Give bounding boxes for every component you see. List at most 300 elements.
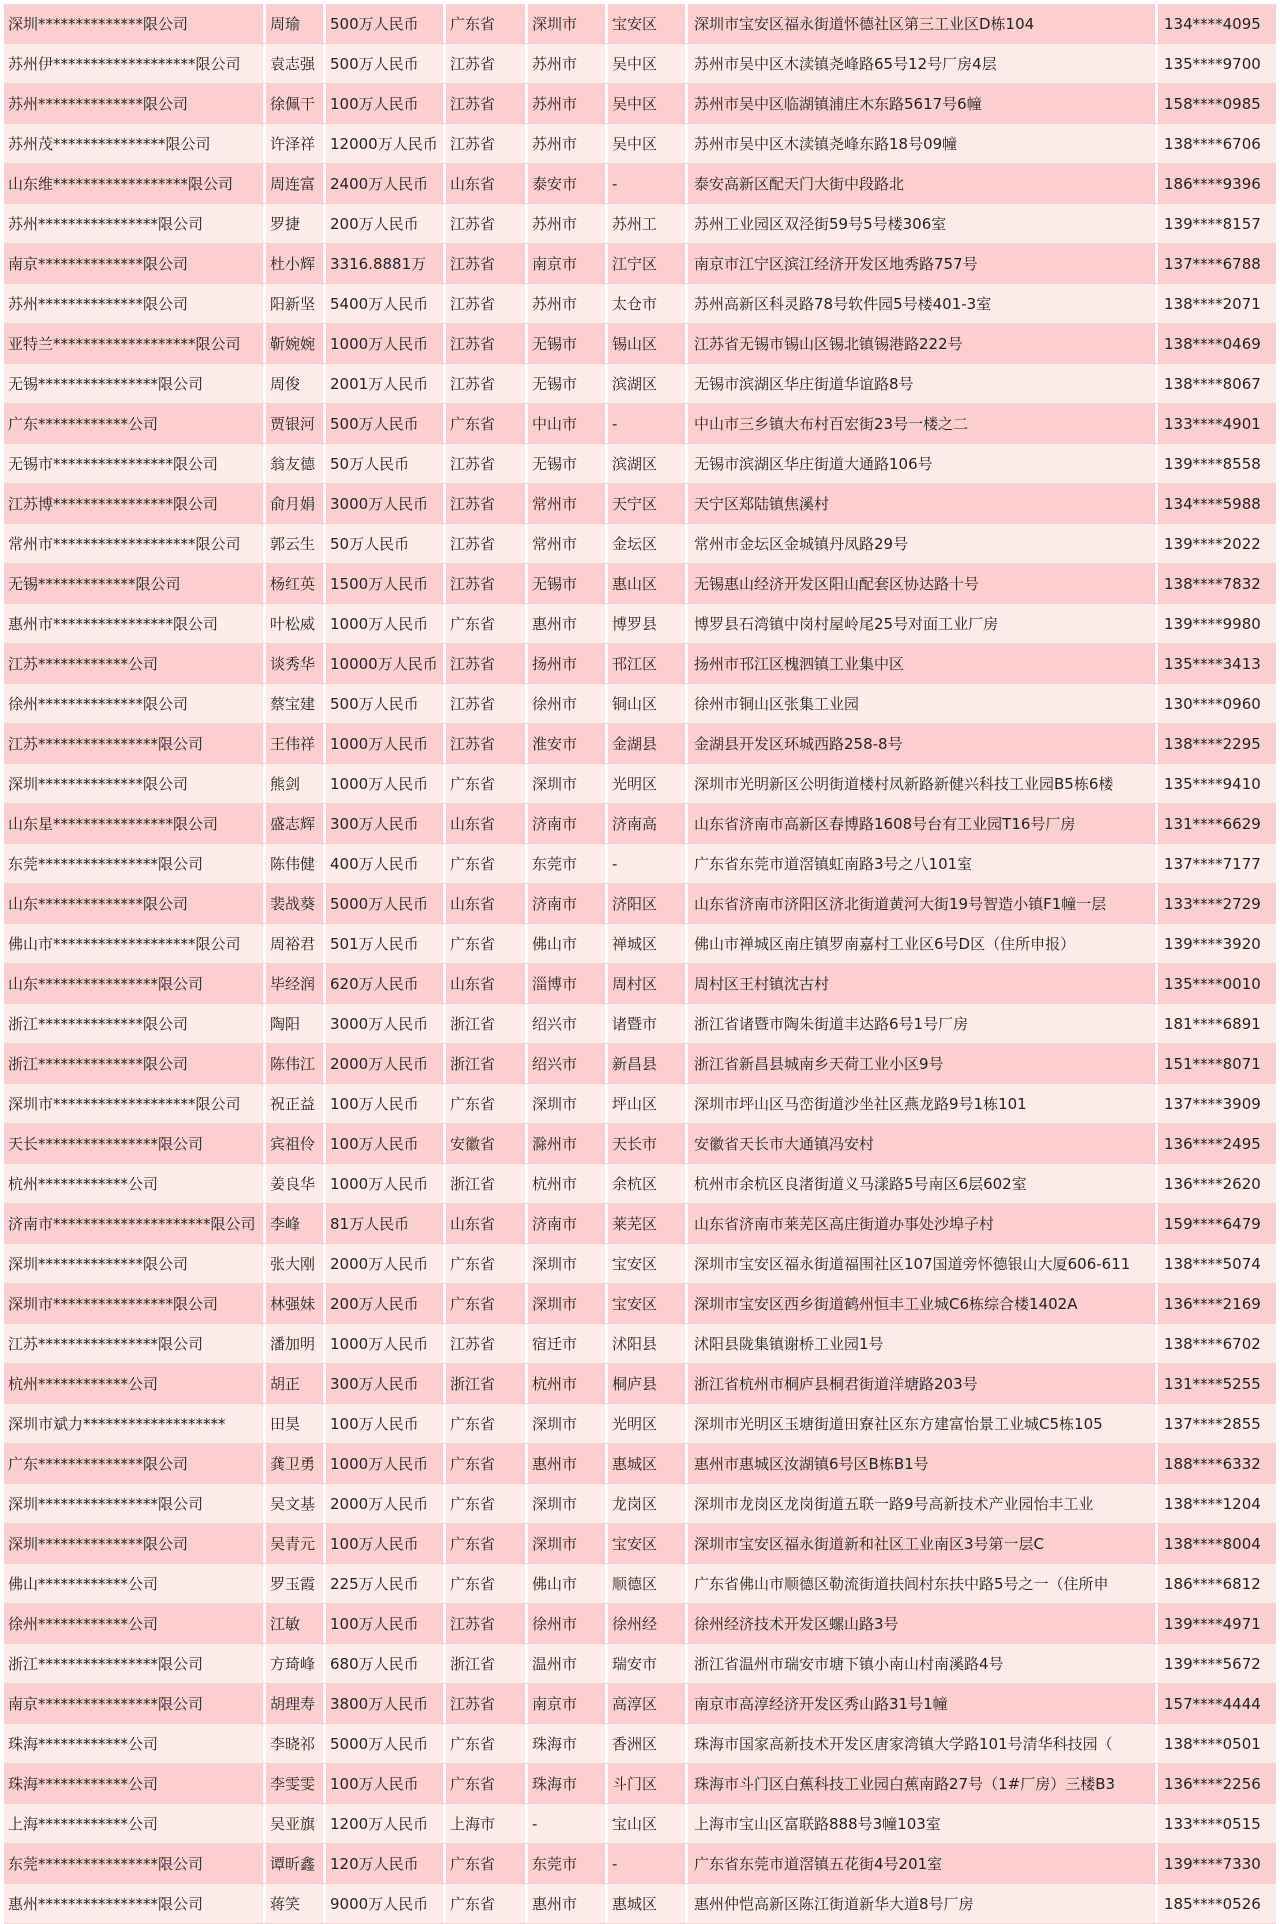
district-cell: 新昌县	[608, 1044, 688, 1083]
company-name-cell: 珠海************公司	[4, 1724, 266, 1763]
table-row	[4, 1804, 1276, 1844]
city-cell: 中山市	[528, 404, 608, 443]
legal-person-cell: 罗捷	[266, 204, 326, 243]
registered-capital-cell: 12000万人民币	[326, 124, 446, 163]
company-name-cell: 苏州**************限公司	[4, 84, 266, 123]
province-cell: 江苏省	[446, 484, 528, 523]
table-row	[4, 764, 1276, 804]
table-row	[4, 284, 1276, 324]
city-cell: 杭州市	[528, 1364, 608, 1403]
company-name-cell: 深圳**************限公司	[4, 4, 266, 43]
city-cell: 苏州市	[528, 44, 608, 83]
phone-cell: 186****6812	[1164, 1574, 1261, 1593]
table-row	[4, 444, 1276, 484]
registered-capital-cell: 3000万人民币	[326, 484, 446, 523]
company-name-cell: 江苏************公司	[4, 644, 266, 683]
phone-cell: 159****6479	[1164, 1214, 1261, 1233]
address-cell: 珠海市国家高新技术开发区唐家湾镇大学路101号清华科技园（	[688, 1724, 1158, 1763]
address-cell: 浙江省温州市瑞安市塘下镇小南山村南溪路4号	[688, 1644, 1158, 1683]
legal-person-cell: 田昊	[266, 1404, 326, 1443]
address-cell: 常州市金坛区金城镇丹凤路29号	[688, 524, 1158, 563]
district-cell: 宝安区	[608, 1524, 688, 1563]
legal-person-cell: 罗玉霞	[266, 1564, 326, 1603]
company-name-cell: 惠州****************限公司	[4, 1884, 266, 1923]
district-cell: 惠城区	[608, 1444, 688, 1483]
city-cell: 深圳市	[528, 4, 608, 43]
company-name-cell: 山东****************限公司	[4, 964, 266, 1003]
city-cell: 惠州市	[528, 1444, 608, 1483]
address-cell: 沭阳县陇集镇谢桥工业园1号	[688, 1324, 1158, 1363]
address-cell: 苏州市吴中区木渎镇尧峰东路18号09幢	[688, 124, 1158, 163]
legal-person-cell: 周连富	[266, 164, 326, 203]
city-cell: 东莞市	[528, 844, 608, 883]
district-cell: 宝安区	[608, 1284, 688, 1323]
company-name-cell: 山东**************限公司	[4, 884, 266, 923]
province-cell: 广东省	[446, 1244, 528, 1283]
phone-cell: 135****3413	[1164, 654, 1261, 673]
table-row	[4, 204, 1276, 244]
phone-cell: 139****4971	[1164, 1614, 1261, 1633]
legal-person-cell: 胡正	[266, 1364, 326, 1403]
table-row	[4, 1244, 1276, 1284]
city-cell: 无锡市	[528, 444, 608, 483]
province-cell: 江苏省	[446, 1604, 528, 1643]
legal-person-cell: 徐佩干	[266, 84, 326, 123]
legal-person-cell: 许泽祥	[266, 124, 326, 163]
district-cell: 博罗县	[608, 604, 688, 643]
city-cell: 珠海市	[528, 1724, 608, 1763]
registered-capital-cell: 1000万人民币	[326, 764, 446, 803]
address-cell: 深圳市龙岗区龙岗街道五联一路9号高新技术产业园怡丰工业	[688, 1484, 1158, 1523]
company-name-cell: 东莞****************限公司	[4, 1844, 266, 1883]
city-cell: 滁州市	[528, 1124, 608, 1163]
province-cell: 江苏省	[446, 724, 528, 763]
province-cell: 广东省	[446, 924, 528, 963]
table-row	[4, 1884, 1276, 1924]
table-row	[4, 1284, 1276, 1324]
phone-cell: 185****0526	[1164, 1894, 1261, 1913]
phone-cell: 138****2295	[1164, 734, 1261, 753]
province-cell: 浙江省	[446, 1004, 528, 1043]
address-cell: 徐州经济技术开发区螺山路3号	[688, 1604, 1158, 1643]
district-cell: 莱芜区	[608, 1204, 688, 1243]
table-row	[4, 1084, 1276, 1124]
province-cell: 广东省	[446, 844, 528, 883]
registered-capital-cell: 1000万人民币	[326, 604, 446, 643]
legal-person-cell: 李雯雯	[266, 1764, 326, 1803]
address-cell: 苏州市吴中区木渎镇尧峰路65号12号厂房4层	[688, 44, 1158, 83]
district-cell: 宝山区	[608, 1804, 688, 1843]
table-row	[4, 1684, 1276, 1724]
table-row	[4, 684, 1276, 724]
company-name-cell: 杭州************公司	[4, 1364, 266, 1403]
registered-capital-cell: 2400万人民币	[326, 164, 446, 203]
registered-capital-cell: 81万人民币	[326, 1204, 446, 1243]
city-cell: 扬州市	[528, 644, 608, 683]
phone-cell: 131****6629	[1164, 814, 1261, 833]
address-cell: 山东省济南市济阳区济北街道黄河大街19号智造小镇F1幢一层	[688, 884, 1158, 923]
legal-person-cell: 姜良华	[266, 1164, 326, 1203]
district-cell: 光明区	[608, 764, 688, 803]
district-cell: 铜山区	[608, 684, 688, 723]
city-cell: 宿迁市	[528, 1324, 608, 1363]
registered-capital-cell: 1000万人民币	[326, 724, 446, 763]
address-cell: 金湖县开发区环城西路258-8号	[688, 724, 1158, 763]
address-cell: 山东省济南市高新区春博路1608号台有工业园T16号厂房	[688, 804, 1158, 843]
province-cell: 广东省	[446, 1724, 528, 1763]
company-name-cell: 深圳****************限公司	[4, 1484, 266, 1523]
legal-person-cell: 李晓祁	[266, 1724, 326, 1763]
city-cell: 常州市	[528, 524, 608, 563]
table-row	[4, 1364, 1276, 1404]
city-cell: 佛山市	[528, 1564, 608, 1603]
city-cell: 淄博市	[528, 964, 608, 1003]
province-cell: 山东省	[446, 884, 528, 923]
city-cell: 苏州市	[528, 204, 608, 243]
district-cell: 余杭区	[608, 1164, 688, 1203]
legal-person-cell: 熊剑	[266, 764, 326, 803]
district-cell: 诸暨市	[608, 1004, 688, 1043]
table-row	[4, 804, 1276, 844]
registered-capital-cell: 5000万人民币	[326, 1724, 446, 1763]
address-cell: 深圳市宝安区福永街道新和社区工业南区3号第一层C	[688, 1524, 1158, 1563]
province-cell: 江苏省	[446, 1324, 528, 1363]
legal-person-cell: 龚卫勇	[266, 1444, 326, 1483]
district-cell: 江宁区	[608, 244, 688, 283]
phone-cell: 139****8157	[1164, 214, 1261, 233]
province-cell: 浙江省	[446, 1044, 528, 1083]
province-cell: 广东省	[446, 1764, 528, 1803]
phone-cell: 136****2256	[1164, 1774, 1261, 1793]
registered-capital-cell: 620万人民币	[326, 964, 446, 1003]
district-cell: 吴中区	[608, 44, 688, 83]
legal-person-cell: 吴青元	[266, 1524, 326, 1563]
table-row	[4, 1484, 1276, 1524]
city-cell: 济南市	[528, 804, 608, 843]
company-name-cell: 苏州****************限公司	[4, 204, 266, 243]
table-row	[4, 4, 1276, 44]
legal-person-cell: 阳新坚	[266, 284, 326, 323]
phone-cell: 130****0960	[1164, 694, 1261, 713]
registered-capital-cell: 500万人民币	[326, 684, 446, 723]
phone-cell: 139****7330	[1164, 1854, 1261, 1873]
district-cell: 龙岗区	[608, 1484, 688, 1523]
company-name-cell: 江苏****************限公司	[4, 1324, 266, 1363]
legal-person-cell: 宾祖伶	[266, 1124, 326, 1163]
address-cell: 南京市江宁区滨江经济开发区地秀路757号	[688, 244, 1158, 283]
province-cell: 江苏省	[446, 284, 528, 323]
company-name-cell: 无锡*************限公司	[4, 564, 266, 603]
city-cell: 深圳市	[528, 764, 608, 803]
registered-capital-cell: 5000万人民币	[326, 884, 446, 923]
phone-cell: 139****9980	[1164, 614, 1261, 633]
city-cell: 常州市	[528, 484, 608, 523]
registered-capital-cell: 3800万人民币	[326, 1684, 446, 1723]
district-cell: 金湖县	[608, 724, 688, 763]
phone-cell: 135****9700	[1164, 54, 1261, 73]
city-cell: 深圳市	[528, 1404, 608, 1443]
table-row	[4, 1324, 1276, 1364]
company-name-cell: 南京****************限公司	[4, 1684, 266, 1723]
district-cell: -	[608, 404, 688, 443]
address-cell: 南京市高淳经济开发区秀山路31号1幢	[688, 1684, 1158, 1723]
table-row	[4, 124, 1276, 164]
province-cell: 广东省	[446, 1884, 528, 1923]
province-cell: 广东省	[446, 604, 528, 643]
province-cell: 广东省	[446, 4, 528, 43]
registered-capital-cell: 100万人民币	[326, 84, 446, 123]
phone-cell: 137****3909	[1164, 1094, 1261, 1113]
district-cell: 光明区	[608, 1404, 688, 1443]
company-name-cell: 佛山************公司	[4, 1564, 266, 1603]
province-cell: 江苏省	[446, 644, 528, 683]
registered-capital-cell: 225万人民币	[326, 1564, 446, 1603]
district-cell: 桐庐县	[608, 1364, 688, 1403]
phone-cell: 181****6891	[1164, 1014, 1261, 1033]
district-cell: 惠山区	[608, 564, 688, 603]
company-name-cell: 济南市*********************限公司	[4, 1204, 266, 1243]
city-cell: 深圳市	[528, 1084, 608, 1123]
phone-cell: 138****0469	[1164, 334, 1261, 353]
district-cell: 顺德区	[608, 1564, 688, 1603]
company-table	[4, 4, 1276, 1924]
company-name-cell: 浙江**************限公司	[4, 1004, 266, 1043]
address-cell: 扬州市邗江区槐泗镇工业集中区	[688, 644, 1158, 683]
city-cell: 泰安市	[528, 164, 608, 203]
legal-person-cell: 张大刚	[266, 1244, 326, 1283]
registered-capital-cell: 100万人民币	[326, 1764, 446, 1803]
legal-person-cell: 胡理寿	[266, 1684, 326, 1723]
company-name-cell: 深圳**************限公司	[4, 764, 266, 803]
registered-capital-cell: 5400万人民币	[326, 284, 446, 323]
legal-person-cell: 裴战葵	[266, 884, 326, 923]
company-name-cell: 深圳**************限公司	[4, 1244, 266, 1283]
district-cell: 天长市	[608, 1124, 688, 1163]
phone-cell: 138****6702	[1164, 1334, 1261, 1353]
company-name-cell: 杭州************公司	[4, 1164, 266, 1203]
table-row	[4, 484, 1276, 524]
legal-person-cell: 杜小辉	[266, 244, 326, 283]
legal-person-cell: 叶松威	[266, 604, 326, 643]
address-cell: 博罗县石湾镇中岗村屋岭尾25号对面工业厂房	[688, 604, 1158, 643]
registered-capital-cell: 501万人民币	[326, 924, 446, 963]
company-name-cell: 浙江**************限公司	[4, 1044, 266, 1083]
city-cell: 无锡市	[528, 564, 608, 603]
district-cell: 高淳区	[608, 1684, 688, 1723]
phone-cell: 134****4095	[1164, 14, 1261, 33]
city-cell: 济南市	[528, 1204, 608, 1243]
address-cell: 无锡市滨湖区华庄街道大通路106号	[688, 444, 1158, 483]
city-cell: -	[528, 1804, 608, 1843]
city-cell: 惠州市	[528, 604, 608, 643]
district-cell: 沭阳县	[608, 1324, 688, 1363]
registered-capital-cell: 1000万人民币	[326, 324, 446, 363]
legal-person-cell: 蔡宝建	[266, 684, 326, 723]
province-cell: 江苏省	[446, 444, 528, 483]
legal-person-cell: 潘加明	[266, 1324, 326, 1363]
address-cell: 深圳市光明新区公明街道楼村凤新路新健兴科技工业园B5栋6楼	[688, 764, 1158, 803]
registered-capital-cell: 100万人民币	[326, 1524, 446, 1563]
company-name-cell: 徐州**************限公司	[4, 684, 266, 723]
company-name-cell: 苏州茂***************限公司	[4, 124, 266, 163]
company-name-cell: 徐州************公司	[4, 1604, 266, 1643]
address-cell: 苏州市吴中区临湖镇浦庄木东路5617号6幢	[688, 84, 1158, 123]
legal-person-cell: 陈伟江	[266, 1044, 326, 1083]
address-cell: 广东省东莞市道滘镇虹南路3号之八101室	[688, 844, 1158, 883]
legal-person-cell: 谭昕鑫	[266, 1844, 326, 1883]
table-row	[4, 1444, 1276, 1484]
legal-person-cell: 周裕君	[266, 924, 326, 963]
registered-capital-cell: 500万人民币	[326, 4, 446, 43]
legal-person-cell: 吴文基	[266, 1484, 326, 1523]
table-row	[4, 1164, 1276, 1204]
district-cell: -	[608, 1844, 688, 1883]
table-row	[4, 324, 1276, 364]
company-name-cell: 常州市*******************限公司	[4, 524, 266, 563]
district-cell: 吴中区	[608, 124, 688, 163]
table-row	[4, 364, 1276, 404]
table-row	[4, 1564, 1276, 1604]
company-name-cell: 苏州伊*******************限公司	[4, 44, 266, 83]
city-cell: 杭州市	[528, 1164, 608, 1203]
company-name-cell: 东莞****************限公司	[4, 844, 266, 883]
phone-cell: 137****7177	[1164, 854, 1261, 873]
phone-cell: 131****5255	[1164, 1374, 1261, 1393]
registered-capital-cell: 100万人民币	[326, 1124, 446, 1163]
legal-person-cell: 蒋笑	[266, 1884, 326, 1923]
company-name-cell: 深圳市****************限公司	[4, 1284, 266, 1323]
table-row	[4, 724, 1276, 764]
legal-person-cell: 谈秀华	[266, 644, 326, 683]
district-cell: 太仓市	[608, 284, 688, 323]
province-cell: 广东省	[446, 1524, 528, 1563]
province-cell: 广东省	[446, 1444, 528, 1483]
district-cell: 斗门区	[608, 1764, 688, 1803]
table-row	[4, 1844, 1276, 1884]
district-cell: 坪山区	[608, 1084, 688, 1123]
legal-person-cell: 王伟祥	[266, 724, 326, 763]
table-row	[4, 1404, 1276, 1444]
city-cell: 绍兴市	[528, 1044, 608, 1083]
registered-capital-cell: 1500万人民币	[326, 564, 446, 603]
address-cell: 周村区王村镇沈古村	[688, 964, 1158, 1003]
table-row	[4, 1724, 1276, 1764]
address-cell: 天宁区郑陆镇焦溪村	[688, 484, 1158, 523]
table-row	[4, 84, 1276, 124]
address-cell: 江苏省无锡市锡山区锡北镇锡港路222号	[688, 324, 1158, 363]
registered-capital-cell: 400万人民币	[326, 844, 446, 883]
address-cell: 浙江省诸暨市陶朱街道丰达路6号1号厂房	[688, 1004, 1158, 1043]
legal-person-cell: 陈伟健	[266, 844, 326, 883]
registered-capital-cell: 100万人民币	[326, 1604, 446, 1643]
table-row	[4, 164, 1276, 204]
phone-cell: 139****2022	[1164, 534, 1261, 553]
phone-cell: 157****4444	[1164, 1694, 1261, 1713]
province-cell: 浙江省	[446, 1364, 528, 1403]
address-cell: 苏州工业园区双泾街59号5号楼306室	[688, 204, 1158, 243]
city-cell: 苏州市	[528, 124, 608, 163]
city-cell: 东莞市	[528, 1844, 608, 1883]
phone-cell: 133****0515	[1164, 1814, 1261, 1833]
phone-cell: 137****6788	[1164, 254, 1261, 273]
district-cell: 金坛区	[608, 524, 688, 563]
city-cell: 佛山市	[528, 924, 608, 963]
address-cell: 广东省佛山市顺德区勒流街道扶闾村东扶中路5号之一（住所申	[688, 1564, 1158, 1603]
province-cell: 山东省	[446, 1204, 528, 1243]
table-row	[4, 1764, 1276, 1804]
province-cell: 江苏省	[446, 324, 528, 363]
legal-person-cell: 祝正益	[266, 1084, 326, 1123]
address-cell: 安徽省天长市大通镇冯安村	[688, 1124, 1158, 1163]
city-cell: 无锡市	[528, 324, 608, 363]
registered-capital-cell: 100万人民币	[326, 1404, 446, 1443]
registered-capital-cell: 1200万人民币	[326, 1804, 446, 1843]
district-cell: 宝安区	[608, 4, 688, 43]
phone-cell: 137****2855	[1164, 1414, 1261, 1433]
table-row	[4, 1124, 1276, 1164]
table-row	[4, 924, 1276, 964]
address-cell: 浙江省新昌县城南乡天荷工业小区9号	[688, 1044, 1158, 1083]
phone-cell: 138****7832	[1164, 574, 1261, 593]
company-name-cell: 深圳市斌力*******************	[4, 1404, 266, 1443]
registered-capital-cell: 2001万人民币	[326, 364, 446, 403]
company-name-cell: 山东维******************限公司	[4, 164, 266, 203]
table-row	[4, 1604, 1276, 1644]
legal-person-cell: 袁志强	[266, 44, 326, 83]
registered-capital-cell: 500万人民币	[326, 404, 446, 443]
phone-cell: 139****3920	[1164, 934, 1261, 953]
table-row	[4, 1044, 1276, 1084]
address-cell: 徐州市铜山区张集工业园	[688, 684, 1158, 723]
table-row	[4, 844, 1276, 884]
address-cell: 深圳市宝安区西乡街道鹤州恒丰工业城C6栋综合楼1402A	[688, 1284, 1158, 1323]
province-cell: 江苏省	[446, 364, 528, 403]
address-cell: 珠海市斗门区白蕉科技工业园白蕉南路27号（1#厂房）三楼B3	[688, 1764, 1158, 1803]
phone-cell: 139****8558	[1164, 454, 1261, 473]
district-cell: 滨湖区	[608, 444, 688, 483]
registered-capital-cell: 50万人民币	[326, 444, 446, 483]
district-cell: 禅城区	[608, 924, 688, 963]
district-cell: 香洲区	[608, 1724, 688, 1763]
registered-capital-cell: 300万人民币	[326, 1364, 446, 1403]
legal-person-cell: 周俊	[266, 364, 326, 403]
district-cell: 济阳区	[608, 884, 688, 923]
registered-capital-cell: 2000万人民币	[326, 1244, 446, 1283]
phone-cell: 138****1204	[1164, 1494, 1261, 1513]
legal-person-cell: 郭云生	[266, 524, 326, 563]
address-cell: 浙江省杭州市桐庐县桐君街道洋塘路203号	[688, 1364, 1158, 1403]
table-row	[4, 1524, 1276, 1564]
registered-capital-cell: 9000万人民币	[326, 1884, 446, 1923]
province-cell: 浙江省	[446, 1644, 528, 1683]
city-cell: 南京市	[528, 1684, 608, 1723]
city-cell: 南京市	[528, 244, 608, 283]
table-row	[4, 1204, 1276, 1244]
company-name-cell: 苏州**************限公司	[4, 284, 266, 323]
table-row	[4, 244, 1276, 284]
phone-cell: 136****2620	[1164, 1174, 1261, 1193]
address-cell: 佛山市禅城区南庄镇罗南嘉村工业区6号D区（住所申报）	[688, 924, 1158, 963]
address-cell: 深圳市光明区玉塘街道田寮社区东方建富怡景工业城C5栋105	[688, 1404, 1158, 1443]
city-cell: 深圳市	[528, 1524, 608, 1563]
district-cell: 苏州工	[608, 204, 688, 243]
phone-cell: 134****5988	[1164, 494, 1261, 513]
city-cell: 徐州市	[528, 1604, 608, 1643]
province-cell: 安徽省	[446, 1124, 528, 1163]
company-name-cell: 山东星****************限公司	[4, 804, 266, 843]
address-cell: 杭州市余杭区良渚街道义马漾路5号南区6层602室	[688, 1164, 1158, 1203]
registered-capital-cell: 1000万人民币	[326, 1444, 446, 1483]
